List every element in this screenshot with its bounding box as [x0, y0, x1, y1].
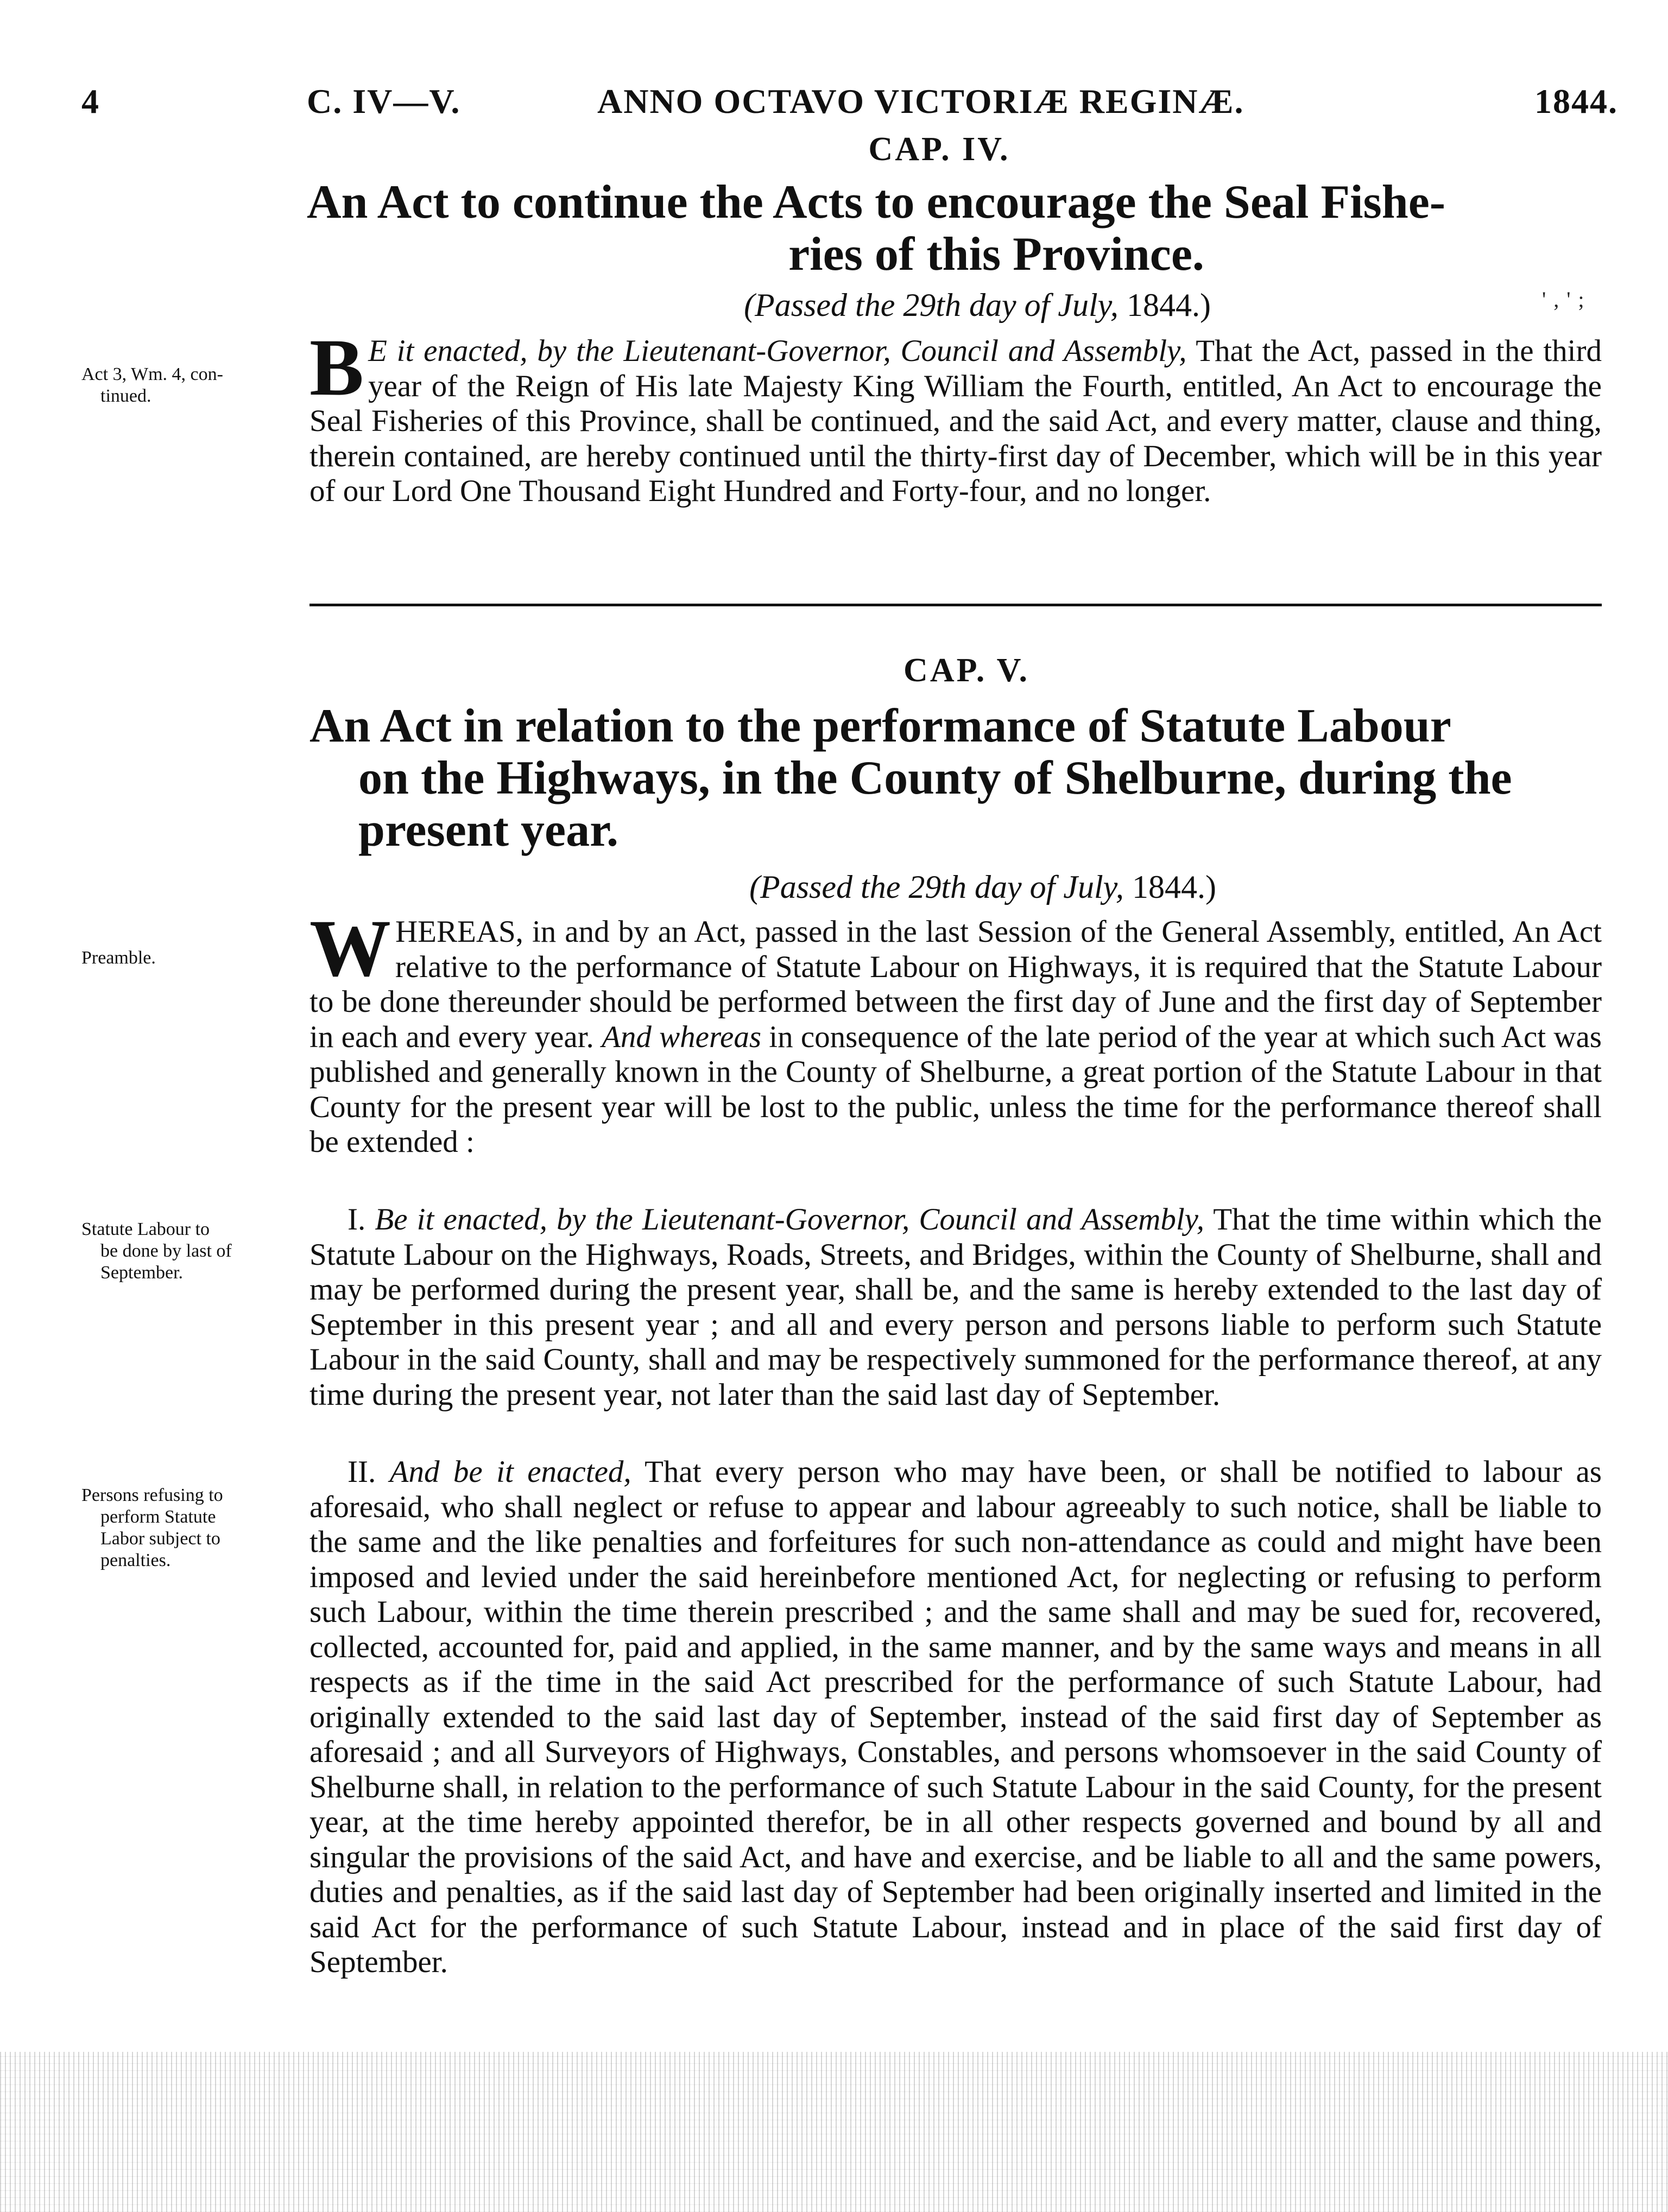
cap-v-dropcap: W	[309, 903, 391, 993]
cap-iv-title-line-2: ries of this Province.	[788, 228, 1204, 281]
cap-iv-passed-date	[597, 287, 1357, 324]
cap-iv-margin-note-line-2: tinued.	[100, 386, 151, 406]
scan-halftone-artifact	[0, 2052, 1668, 2212]
cap-v-preamble	[309, 903, 1602, 1160]
cap-v-passed-date	[657, 869, 1309, 906]
cap-iv-margin-note	[81, 364, 299, 407]
section-1-note-line-3: September.	[100, 1263, 184, 1283]
cap-iv-body	[309, 322, 1602, 509]
cap-v-title-line-3: present year.	[358, 804, 619, 857]
header-year: 1844.	[1534, 82, 1618, 121]
section-2	[309, 1455, 1602, 1980]
section-1-note-line-1: Statute Labour to	[81, 1219, 210, 1239]
preamble-text-1: HEREAS, in and by an Act, passed in the last Session of the General Assembly, entitled, An Act relative to the performance of Statute Labour on Highways, it is required that the Statute Labour to be done thereunder should be performed between the first day of June and the first day of September in each and every year.	[309, 915, 1602, 1054]
preamble-margin-note: Preamble.	[81, 948, 156, 968]
section-1-note-line-2: be done by last of	[100, 1241, 232, 1261]
section-2-number: II.	[348, 1455, 390, 1489]
cap-iv-passed-year: 1844.)	[1126, 287, 1211, 323]
section-1-text: That the time within which the Statute Labour on the Highways, Roads, Streets, and Bridges, within the County of Shelburne, shall and may be performed during the present year, shall be, and the same is hereby extended to the last day of September in this present year ; and all and every person and persons liable to perform such Statute Labour in the said County, shall and may be respectively summoned for the performance thereof, at any time during the present year, not later than the said last day of September.	[309, 1202, 1602, 1412]
section-2-note-line-3: Labor subject to	[100, 1529, 220, 1549]
section-1-enacting-clause: Be it enacted, by the Lieutenant-Governor, Council and Assembly,	[375, 1202, 1205, 1237]
cap-v-passed-text: (Passed the 29th day of July,	[749, 869, 1124, 905]
section-2-note-line-2: perform Statute	[100, 1507, 216, 1527]
preamble-whereas: And whereas	[602, 1019, 762, 1054]
cap-iv-body-text: That the Act, passed in the third year of the Reign of His late Majesty King William the Fourth, entitled, An Act to encourage the Seal Fisheries of this Province, shall be continued, and the said Act, and every matter, clause and thing, therein contained, are hereby continued until the thirty-first day of December, which will be in this year of our Lord One Thousand Eight Hundred and Forty-four, and no longer.	[309, 334, 1602, 508]
cap-iv-enacting-clause: E it enacted, by the Lieutenant-Governor, Council and Assembly,	[368, 334, 1187, 368]
margin-stamp-mark: ' , ' ;	[1542, 287, 1585, 312]
section-1-margin-note	[81, 1219, 299, 1284]
cap-iv-margin-note-line-1: Act 3, Wm. 4, con-	[81, 364, 223, 384]
preamble-text-2: in consequence of the late period of the year at which such Act was published and generally known in the County of Shelburne, a great portion of the Statute Labour in that County for the present year will be lost to the public, unless the time for the performance thereof shall be extended :	[309, 1019, 1602, 1159]
cap-iv-title	[307, 176, 1610, 281]
running-title: ANNO OCTAVO VICTORIÆ REGINÆ.	[597, 82, 1244, 121]
cap-iv-dropcap: B	[309, 322, 364, 413]
section-2-margin-note	[81, 1485, 299, 1571]
cap-v-passed-year: 1844.)	[1132, 869, 1216, 905]
cap-v-title-line-2: on the Highways, in the County of Shelburne, during the	[358, 752, 1512, 804]
cap-iv-passed-text: (Passed the 29th day of July,	[744, 287, 1119, 323]
section-2-note-line-1: Persons refusing to	[81, 1485, 223, 1505]
cap-v-title	[309, 700, 1623, 857]
page-number: 4	[81, 82, 100, 121]
cap-iv-heading: CAP. IV.	[868, 131, 1010, 168]
section-2-enacting-clause: And be it enacted,	[389, 1455, 631, 1489]
section-2-text: That every person who may have been, or shall be notified to labour as aforesaid, who shall neglect or refuse to appear and labour agreeably to such notice, shall be liable to the same and the like penalties and forfeitures for such non-attendance as could and might have been imposed and levied under the said hereinbefore mentioned Act, for neglecting or refusing to perform such Labour, within the time therein prescribed ; and the same shall and may be sued for, recovered, collected, accounted for, paid and applied, in the same manner, and by the same ways and means in all respects as if the time in the said Act prescribed for the performance of such Statute Labour, had originally extended to the said last day of September, instead of the said first day of September as aforesaid ; and all Surveyors of Highways, Constables, and persons whomsoever in the said County of Shelburne shall, in relation to the performance of such Statute Labour in the said County, for the present year, at the time hereby appointed therefor, be in all other respects governed and bound by all and singular the provisions of the said Act, and have and exercise, and be liable to all and the same powers, duties and penalties, as if the said last day of September had been originally inserted and limited in the said Act for the performance of such Statute Labour, instead and in place of the said first day of September.	[309, 1455, 1602, 1979]
section-divider	[309, 604, 1602, 606]
cap-v-heading: CAP. V.	[904, 652, 1029, 689]
cap-iv-title-line-1: An Act to continue the Acts to encourage the Seal Fishe-	[307, 176, 1446, 229]
chapter-range: C. IV—V.	[307, 82, 461, 121]
cap-v-title-line-1: An Act in relation to the performance of Statute Labour	[309, 700, 1451, 752]
section-1-number: I.	[348, 1202, 375, 1237]
running-head	[81, 81, 1618, 130]
section-1	[309, 1202, 1602, 1412]
section-2-note-line-4: penalties.	[100, 1550, 171, 1570]
